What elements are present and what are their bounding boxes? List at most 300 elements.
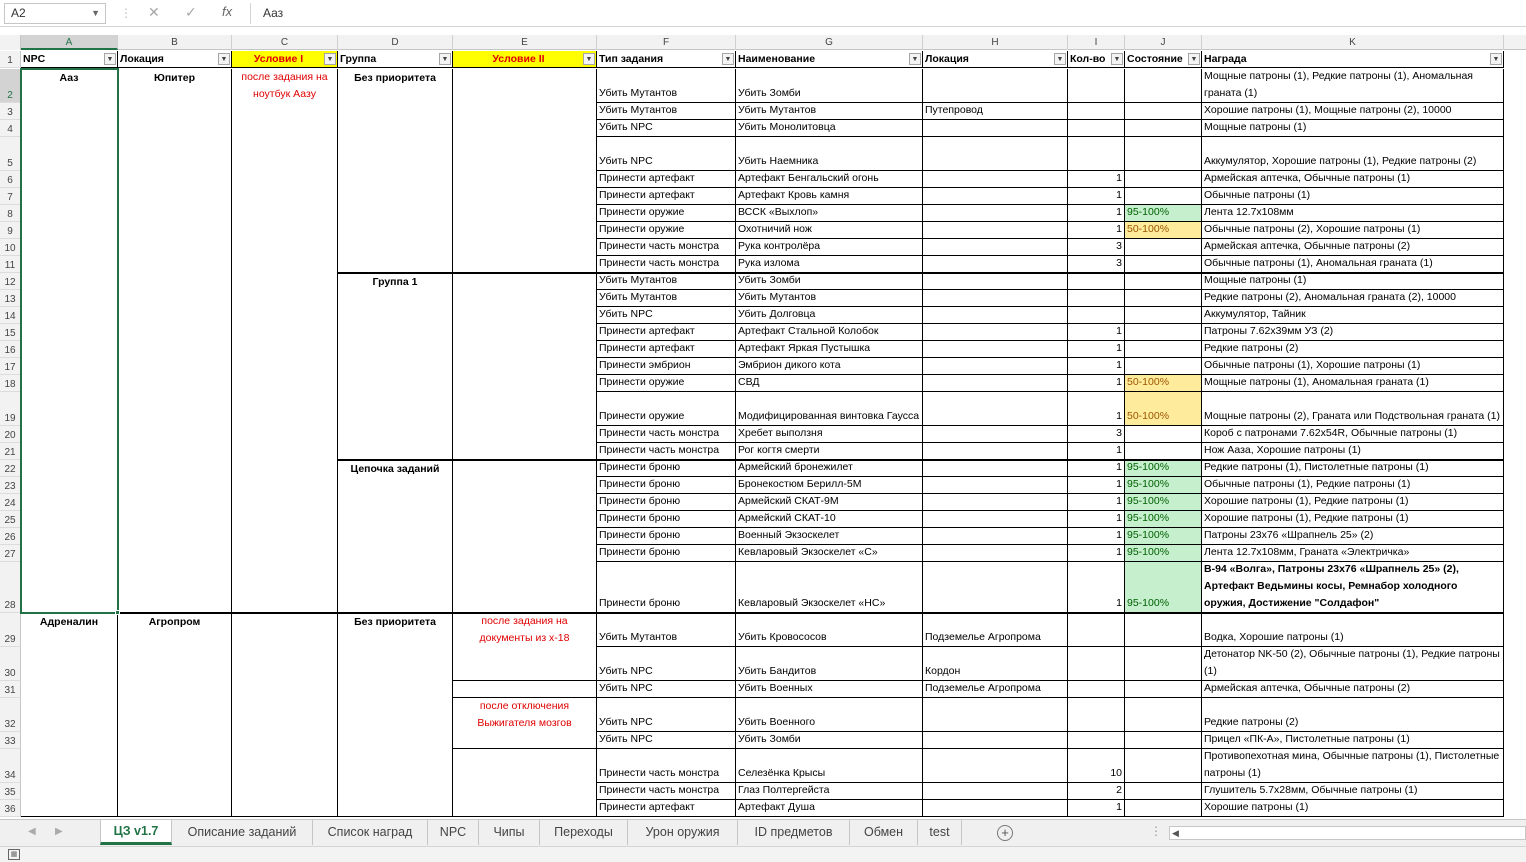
row-header-13[interactable] [0,290,21,307]
column-header-g[interactable]: G [736,35,923,50]
cell-state[interactable] [1125,290,1202,307]
cell-quantity[interactable] [1068,460,1125,477]
cell-reward[interactable] [1202,273,1504,290]
cell-quantity[interactable] [1068,443,1125,460]
cell-task-location[interactable] [923,545,1068,562]
cell-state[interactable] [1125,341,1202,358]
cell-task-name[interactable] [736,681,923,698]
cell-task-location[interactable] [923,494,1068,511]
cell-state[interactable] [1125,324,1202,341]
cell-task-type[interactable] [597,103,736,120]
sheet-tab-2[interactable]: Описание заданий [172,820,313,845]
cell-reward[interactable] [1202,749,1504,783]
row-header-2[interactable] [0,69,21,103]
filter-dropdown-icon[interactable]: ▼ [324,53,336,65]
column-header-e[interactable]: E [453,35,597,50]
cell-task-type[interactable] [597,681,736,698]
cell-task-name[interactable] [736,171,923,188]
filter-dropdown-icon[interactable]: ▼ [439,53,451,65]
cell-task-type[interactable] [597,647,736,681]
cell-task-location[interactable] [923,647,1068,681]
cell-task-type[interactable] [597,171,736,188]
cell-state[interactable] [1125,647,1202,681]
name-box[interactable] [4,3,106,24]
cell-task-location[interactable] [923,103,1068,120]
cell-condition-1[interactable] [232,69,338,613]
cell-state[interactable] [1125,273,1202,290]
column-header-i[interactable]: I [1068,35,1125,50]
cell-task-type[interactable] [597,307,736,324]
cell-task-name[interactable] [736,732,923,749]
cell-task-name[interactable] [736,749,923,783]
cell-state[interactable] [1125,137,1202,171]
row-header-7[interactable] [0,188,21,205]
cell-task-name[interactable] [736,800,923,817]
cell-reward[interactable] [1202,443,1504,460]
row-header-35[interactable] [0,783,21,800]
row-header-29[interactable] [0,613,21,647]
column-header-a[interactable]: A [21,35,118,50]
cell-task-name[interactable] [736,392,923,426]
cell-task-location[interactable] [923,137,1068,171]
filter-dropdown-icon[interactable]: ▼ [1188,53,1200,65]
cell-task-name[interactable] [736,511,923,528]
cell-task-location[interactable] [923,239,1068,256]
cell-task-name[interactable] [736,120,923,137]
header-reward[interactable] [1202,51,1504,68]
cell-reward[interactable] [1202,256,1504,273]
cell-reward[interactable] [1202,69,1504,103]
horizontal-scrollbar[interactable] [1169,826,1526,840]
cell-state[interactable] [1125,528,1202,545]
cell-task-name[interactable] [736,647,923,681]
cell-task-name[interactable] [736,443,923,460]
cell-task-name[interactable] [736,307,923,324]
cell-quantity[interactable] [1068,239,1125,256]
cell-reward[interactable] [1202,171,1504,188]
fill-handle[interactable] [115,610,120,615]
cell-quantity[interactable] [1068,562,1125,613]
sheet-tab-4[interactable]: NPC [428,820,479,845]
row-header-18[interactable] [0,375,21,392]
cell-state[interactable] [1125,375,1202,392]
cell-task-location[interactable] [923,222,1068,239]
filter-dropdown-icon[interactable]: ▼ [583,53,595,65]
cell-reward[interactable] [1202,307,1504,324]
cell-task-name[interactable] [736,69,923,103]
cell-state[interactable] [1125,205,1202,222]
cell-task-name[interactable] [736,783,923,800]
cell-reward[interactable] [1202,783,1504,800]
cell-quantity[interactable] [1068,171,1125,188]
cell-quantity[interactable] [1068,613,1125,647]
column-header-f[interactable]: F [597,35,736,50]
cell-task-type[interactable] [597,341,736,358]
cell-quantity[interactable] [1068,698,1125,732]
row-header-1[interactable] [0,51,21,68]
filter-dropdown-icon[interactable]: ▼ [1111,53,1123,65]
column-header-k[interactable]: K [1202,35,1504,50]
cell-task-name[interactable] [736,698,923,732]
cell-task-location[interactable] [923,698,1068,732]
filter-dropdown-icon[interactable]: ▼ [909,53,921,65]
cell-reward[interactable] [1202,681,1504,698]
tab-prev-icon[interactable]: ◀ [28,826,36,837]
sheet-tab-6[interactable]: Переходы [540,820,628,845]
filter-dropdown-icon[interactable]: ▼ [1054,53,1066,65]
row-header-22[interactable] [0,460,21,477]
cell-task-name[interactable] [736,222,923,239]
cell-task-location[interactable] [923,341,1068,358]
sheet-tab-7[interactable]: Урон оружия [628,820,738,845]
cell-state[interactable] [1125,749,1202,783]
macro-record-icon[interactable]: ▦ [8,849,20,860]
header-location[interactable] [118,51,232,68]
row-header-25[interactable] [0,511,21,528]
cell-state[interactable] [1125,120,1202,137]
cell-quantity[interactable] [1068,732,1125,749]
cell-task-name[interactable] [736,188,923,205]
cell-task-name[interactable] [736,545,923,562]
cell-task-type[interactable] [597,290,736,307]
header-condition-2[interactable] [453,51,597,68]
cell-quantity[interactable] [1068,494,1125,511]
cell-quantity[interactable] [1068,647,1125,681]
cell-task-type[interactable] [597,749,736,783]
cell-task-name[interactable] [736,103,923,120]
cell-condition-2[interactable] [453,749,597,817]
cell-npc-location[interactable] [118,613,232,817]
cell-reward[interactable] [1202,188,1504,205]
row-header-8[interactable] [0,205,21,222]
cell-task-name[interactable] [736,205,923,222]
cell-group[interactable] [338,613,453,817]
cell-task-type[interactable] [597,511,736,528]
cell-state[interactable] [1125,239,1202,256]
cell-group[interactable] [338,69,453,273]
cell-state[interactable] [1125,256,1202,273]
cell-state[interactable] [1125,732,1202,749]
cell-task-name[interactable] [736,256,923,273]
row-header-16[interactable] [0,341,21,358]
row-header-14[interactable] [0,307,21,324]
cell-task-location[interactable] [923,188,1068,205]
formula-input[interactable]: Ааз [250,3,1526,24]
cell-task-location[interactable] [923,307,1068,324]
cell-task-name[interactable] [736,426,923,443]
sheet-tab-1[interactable]: ЦЗ v1.7 [100,820,172,845]
cell-task-type[interactable] [597,783,736,800]
header-condition-1[interactable] [232,51,338,68]
cell-state[interactable] [1125,358,1202,375]
cell-task-type[interactable] [597,120,736,137]
column-header-j[interactable]: J [1125,35,1202,50]
cell-reward[interactable] [1202,426,1504,443]
filter-dropdown-icon[interactable]: ▼ [1490,53,1502,65]
cell-task-type[interactable] [597,613,736,647]
cell-task-location[interactable] [923,783,1068,800]
column-header-d[interactable]: D [338,35,453,50]
cell-state[interactable] [1125,545,1202,562]
cell-task-name[interactable] [736,239,923,256]
cell-reward[interactable] [1202,341,1504,358]
cell-task-type[interactable] [597,426,736,443]
filter-dropdown-icon[interactable]: ▼ [722,53,734,65]
cell-npc-location[interactable] [118,69,232,613]
cell-task-type[interactable] [597,460,736,477]
sheet-tab-3[interactable]: Список наград [313,820,428,845]
insert-function-icon[interactable]: fx [222,4,233,19]
cell-state[interactable] [1125,222,1202,239]
cell-quantity[interactable] [1068,307,1125,324]
cell-task-location[interactable] [923,732,1068,749]
cell-task-type[interactable] [597,800,736,817]
row-header-10[interactable] [0,239,21,256]
cell-task-location[interactable] [923,443,1068,460]
row-header-34[interactable] [0,749,21,783]
cell-quantity[interactable] [1068,273,1125,290]
tab-splitter-icon[interactable]: ⋮ [1150,824,1162,838]
header-group[interactable] [338,51,453,68]
row-header-31[interactable] [0,681,21,698]
cell-group[interactable] [338,460,453,613]
cell-quantity[interactable] [1068,681,1125,698]
cell-quantity[interactable] [1068,477,1125,494]
cell-reward[interactable] [1202,137,1504,171]
cell-quantity[interactable] [1068,749,1125,783]
add-sheet-button[interactable]: + [997,825,1013,841]
header-state[interactable] [1125,51,1202,68]
cell-state[interactable] [1125,494,1202,511]
cell-state[interactable] [1125,392,1202,426]
cell-reward[interactable] [1202,800,1504,817]
cell-task-type[interactable] [597,545,736,562]
cell-task-location[interactable] [923,358,1068,375]
cell-task-name[interactable] [736,477,923,494]
row-header-5[interactable] [0,137,21,171]
cell-task-location[interactable] [923,477,1068,494]
cell-task-name[interactable] [736,460,923,477]
header-name[interactable] [736,51,923,68]
cell-task-location[interactable] [923,273,1068,290]
cell-state[interactable] [1125,443,1202,460]
cell-quantity[interactable] [1068,222,1125,239]
cell-task-type[interactable] [597,239,736,256]
cell-state[interactable] [1125,698,1202,732]
cell-task-location[interactable] [923,681,1068,698]
cell-task-type[interactable] [597,358,736,375]
cell-reward[interactable] [1202,477,1504,494]
cell-task-location[interactable] [923,800,1068,817]
cell-quantity[interactable] [1068,358,1125,375]
cell-task-name[interactable] [736,494,923,511]
row-header-6[interactable] [0,171,21,188]
cell-task-type[interactable] [597,443,736,460]
cell-task-name[interactable] [736,290,923,307]
row-header-17[interactable] [0,358,21,375]
cell-condition-1[interactable] [232,613,338,817]
cell-task-location[interactable] [923,426,1068,443]
cell-task-location[interactable] [923,562,1068,613]
cell-task-location[interactable] [923,256,1068,273]
cell-quantity[interactable] [1068,137,1125,171]
cell-task-name[interactable] [736,341,923,358]
row-header-19[interactable] [0,392,21,426]
cell-task-type[interactable] [597,477,736,494]
cell-task-name[interactable] [736,273,923,290]
cell-condition-2[interactable] [453,69,597,613]
cell-reward[interactable] [1202,375,1504,392]
cell-reward[interactable] [1202,698,1504,732]
row-header-36[interactable] [0,800,21,817]
cell-reward[interactable] [1202,239,1504,256]
cell-quantity[interactable] [1068,783,1125,800]
column-header-h[interactable]: H [923,35,1068,50]
cell-task-location[interactable] [923,375,1068,392]
cell-group[interactable] [338,273,453,460]
cell-reward[interactable] [1202,358,1504,375]
cell-task-location[interactable] [923,511,1068,528]
row-header-30[interactable] [0,647,21,681]
cell-reward[interactable] [1202,494,1504,511]
column-header-b[interactable]: B [118,35,232,50]
cell-reward[interactable] [1202,103,1504,120]
cell-reward[interactable] [1202,205,1504,222]
cancel-icon[interactable]: ✕ [148,4,160,20]
cell-quantity[interactable] [1068,188,1125,205]
cell-state[interactable] [1125,562,1202,613]
cell-task-name[interactable] [736,613,923,647]
cell-condition-2[interactable] [453,698,597,749]
cell-reward[interactable] [1202,120,1504,137]
cell-quantity[interactable] [1068,545,1125,562]
cell-task-location[interactable] [923,749,1068,783]
row-header-15[interactable] [0,324,21,341]
cell-task-location[interactable] [923,613,1068,647]
cell-quantity[interactable] [1068,324,1125,341]
cell-task-type[interactable] [597,528,736,545]
row-header-33[interactable] [0,732,21,749]
cell-reward[interactable] [1202,732,1504,749]
row-header-11[interactable] [0,256,21,273]
cell-task-location[interactable] [923,171,1068,188]
cell-reward[interactable] [1202,528,1504,545]
row-header-21[interactable] [0,443,21,460]
cell-reward[interactable] [1202,511,1504,528]
sheet-tab-8[interactable]: ID предметов [738,820,850,845]
cell-state[interactable] [1125,103,1202,120]
cell-task-type[interactable] [597,222,736,239]
cell-reward[interactable] [1202,613,1504,647]
row-header-28[interactable] [0,562,21,613]
row-header-26[interactable] [0,528,21,545]
sheet-tab-9[interactable]: Обмен [850,820,918,845]
cell-task-type[interactable] [597,562,736,613]
cell-task-type[interactable] [597,375,736,392]
cell-quantity[interactable] [1068,120,1125,137]
cell-task-name[interactable] [736,528,923,545]
cell-task-type[interactable] [597,69,736,103]
cell-task-type[interactable] [597,698,736,732]
cell-reward[interactable] [1202,647,1504,681]
cell-task-type[interactable] [597,392,736,426]
row-header-23[interactable] [0,477,21,494]
chevron-down-icon[interactable]: ▼ [91,8,100,18]
cell-task-name[interactable] [736,324,923,341]
cell-state[interactable] [1125,171,1202,188]
row-header-32[interactable] [0,698,21,732]
cell-task-type[interactable] [597,324,736,341]
header-location-2[interactable] [923,51,1068,68]
filter-dropdown-icon[interactable]: ▼ [218,53,230,65]
cell-state[interactable] [1125,613,1202,647]
cell-task-location[interactable] [923,290,1068,307]
row-header-3[interactable] [0,103,21,120]
cell-quantity[interactable] [1068,256,1125,273]
cell-task-location[interactable] [923,69,1068,103]
cell-task-location[interactable] [923,528,1068,545]
header-npc[interactable] [21,51,118,68]
tab-next-icon[interactable]: ▶ [55,826,63,837]
cell-task-name[interactable] [736,375,923,392]
cell-quantity[interactable] [1068,205,1125,222]
cell-quantity[interactable] [1068,375,1125,392]
cell-npc[interactable] [21,613,118,817]
cell-condition-2[interactable] [453,681,597,698]
cell-reward[interactable] [1202,562,1504,613]
cell-reward[interactable] [1202,545,1504,562]
filter-dropdown-icon[interactable]: ▼ [104,53,116,65]
cell-task-type[interactable] [597,256,736,273]
cell-reward[interactable] [1202,222,1504,239]
cell-npc[interactable] [21,69,118,613]
cell-state[interactable] [1125,800,1202,817]
sheet-tab-5[interactable]: Чипы [479,820,540,845]
cell-task-type[interactable] [597,273,736,290]
row-header-24[interactable] [0,494,21,511]
cell-task-location[interactable] [923,205,1068,222]
cell-quantity[interactable] [1068,528,1125,545]
cell-quantity[interactable] [1068,341,1125,358]
cell-task-type[interactable] [597,137,736,171]
sheet-tab-10[interactable]: test [918,820,962,845]
cell-state[interactable] [1125,426,1202,443]
cell-reward[interactable] [1202,460,1504,477]
row-header-20[interactable] [0,426,21,443]
cell-state[interactable] [1125,783,1202,800]
cell-quantity[interactable] [1068,426,1125,443]
cell-task-name[interactable] [736,562,923,613]
row-header-9[interactable] [0,222,21,239]
cell-quantity[interactable] [1068,69,1125,103]
cell-state[interactable] [1125,511,1202,528]
cell-task-type[interactable] [597,205,736,222]
cell-reward[interactable] [1202,392,1504,426]
cell-state[interactable] [1125,307,1202,324]
cell-task-type[interactable] [597,494,736,511]
header-quantity[interactable] [1068,51,1125,68]
scroll-left-icon[interactable]: ◀ [1172,828,1179,838]
cell-condition-2[interactable] [453,613,597,681]
cell-reward[interactable] [1202,324,1504,341]
cell-quantity[interactable] [1068,392,1125,426]
column-header-c[interactable]: C [232,35,338,50]
spreadsheet-grid[interactable] [0,27,1526,819]
cell-quantity[interactable] [1068,800,1125,817]
enter-icon[interactable]: ✓ [185,4,197,20]
cell-state[interactable] [1125,681,1202,698]
cell-state[interactable] [1125,69,1202,103]
